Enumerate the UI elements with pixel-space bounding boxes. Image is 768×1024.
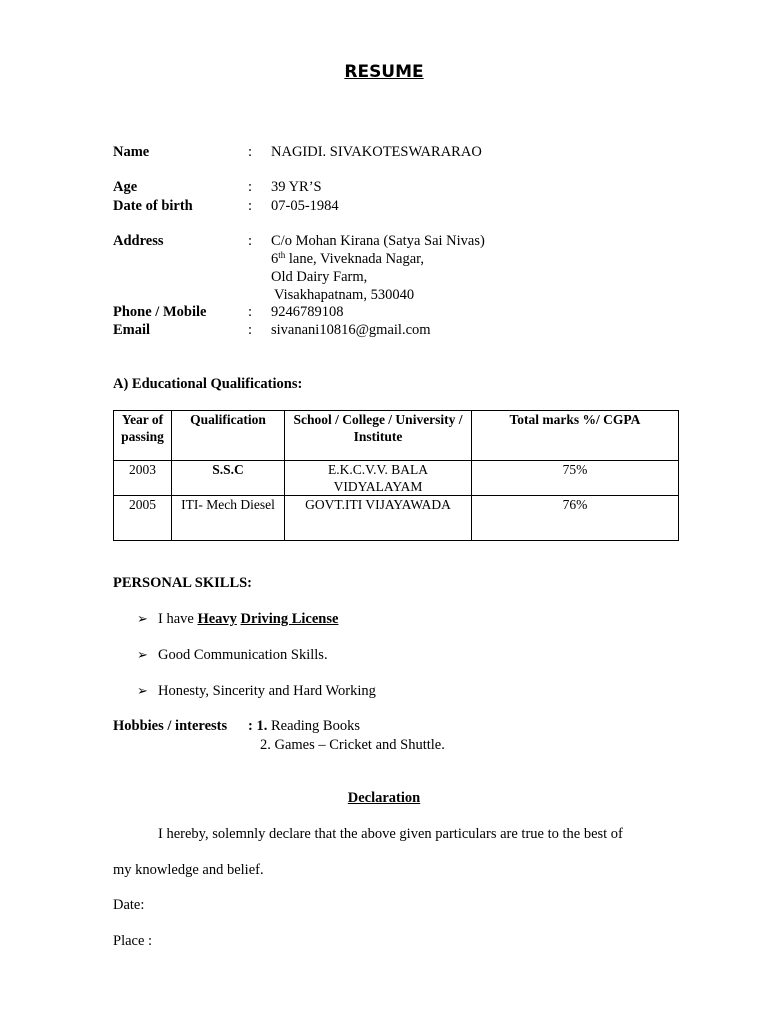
header-year: Year of passing (114, 411, 172, 461)
age-colon: : (248, 179, 253, 195)
age-value: 39 YR’S (271, 179, 322, 195)
hobby-1: : 1. Reading Books (248, 718, 360, 734)
header-school: School / College / University / Institute (285, 411, 472, 461)
address-line-3: Old Dairy Farm, (271, 269, 368, 285)
cell-year: 2003 (114, 461, 172, 496)
address-line-4: Visakhapatnam, 530040 (274, 287, 415, 303)
dob-label: Date of birth (113, 198, 193, 214)
phone-value: 9246789108 (271, 304, 344, 320)
declaration-heading: Declaration (347, 790, 421, 806)
phone-colon: : (248, 304, 253, 320)
hobbies-label: Hobbies / interests (113, 718, 228, 734)
address-label: Address (113, 233, 164, 249)
table-row (114, 496, 679, 541)
email-label: Email (113, 322, 151, 338)
email-colon: : (248, 322, 253, 338)
declaration-text-line-2: my knowledge and belief. (113, 862, 264, 878)
place-label: Place : (113, 933, 153, 949)
address-value (271, 232, 485, 304)
page-title: RESUME (344, 62, 424, 82)
address-line-2: 6th lane, Viveknada Nagar, (271, 250, 425, 267)
hobby-2: 2. Games – Cricket and Shuttle. (260, 737, 445, 753)
name-value: NAGIDI. SIVAKOTESWARARAO (271, 144, 482, 160)
arrow-bullet-icon: ➢ (137, 647, 148, 662)
cell-qualification: S.S.C (172, 461, 285, 496)
driving-license-text: Driving License (240, 611, 339, 627)
dob-colon: : (248, 198, 253, 214)
header-qualification: Qualification (172, 411, 285, 461)
cell-marks: 75% (472, 461, 679, 496)
list-item: ➢ Honesty, Sincerity and Hard Working (137, 683, 376, 699)
list-item: ➢ I have Heavy Driving License (137, 611, 339, 627)
name-colon: : (248, 144, 253, 160)
address-colon: : (248, 233, 253, 249)
address-line-1: C/o Mohan Kirana (Satya Sai Nivas) (271, 233, 485, 249)
table-header-row (114, 411, 679, 461)
email-value: sivanani10816@gmail.com (271, 322, 431, 338)
cell-year: 2005 (114, 496, 172, 541)
phone-label: Phone / Mobile (113, 304, 207, 320)
list-item: ➢ Good Communication Skills. (137, 647, 328, 663)
arrow-bullet-icon: ➢ (137, 611, 148, 626)
date-label: Date: (113, 897, 145, 913)
age-label: Age (113, 179, 138, 195)
education-table (113, 410, 679, 541)
cell-marks: 76% (472, 496, 679, 541)
arrow-bullet-icon: ➢ (137, 683, 148, 698)
cell-qualification: ITI- Mech Diesel (172, 496, 285, 541)
skills-heading: PERSONAL SKILLS: (113, 575, 253, 591)
declaration-text-line-1: I hereby, solemnly declare that the above given particulars are true to the best of (158, 826, 623, 842)
education-heading: A) Educational Qualifications: (113, 376, 303, 392)
dob-value: 07-05-1984 (271, 198, 339, 214)
table-row (114, 461, 679, 496)
heavy-text: Heavy (197, 611, 237, 627)
cell-school: GOVT.ITI VIJAYAWADA (285, 496, 472, 541)
name-label: Name (113, 144, 150, 160)
header-marks: Total marks %/ CGPA (472, 411, 679, 461)
cell-school: E.K.C.V.V. BALA VIDYALAYAM (285, 461, 472, 496)
